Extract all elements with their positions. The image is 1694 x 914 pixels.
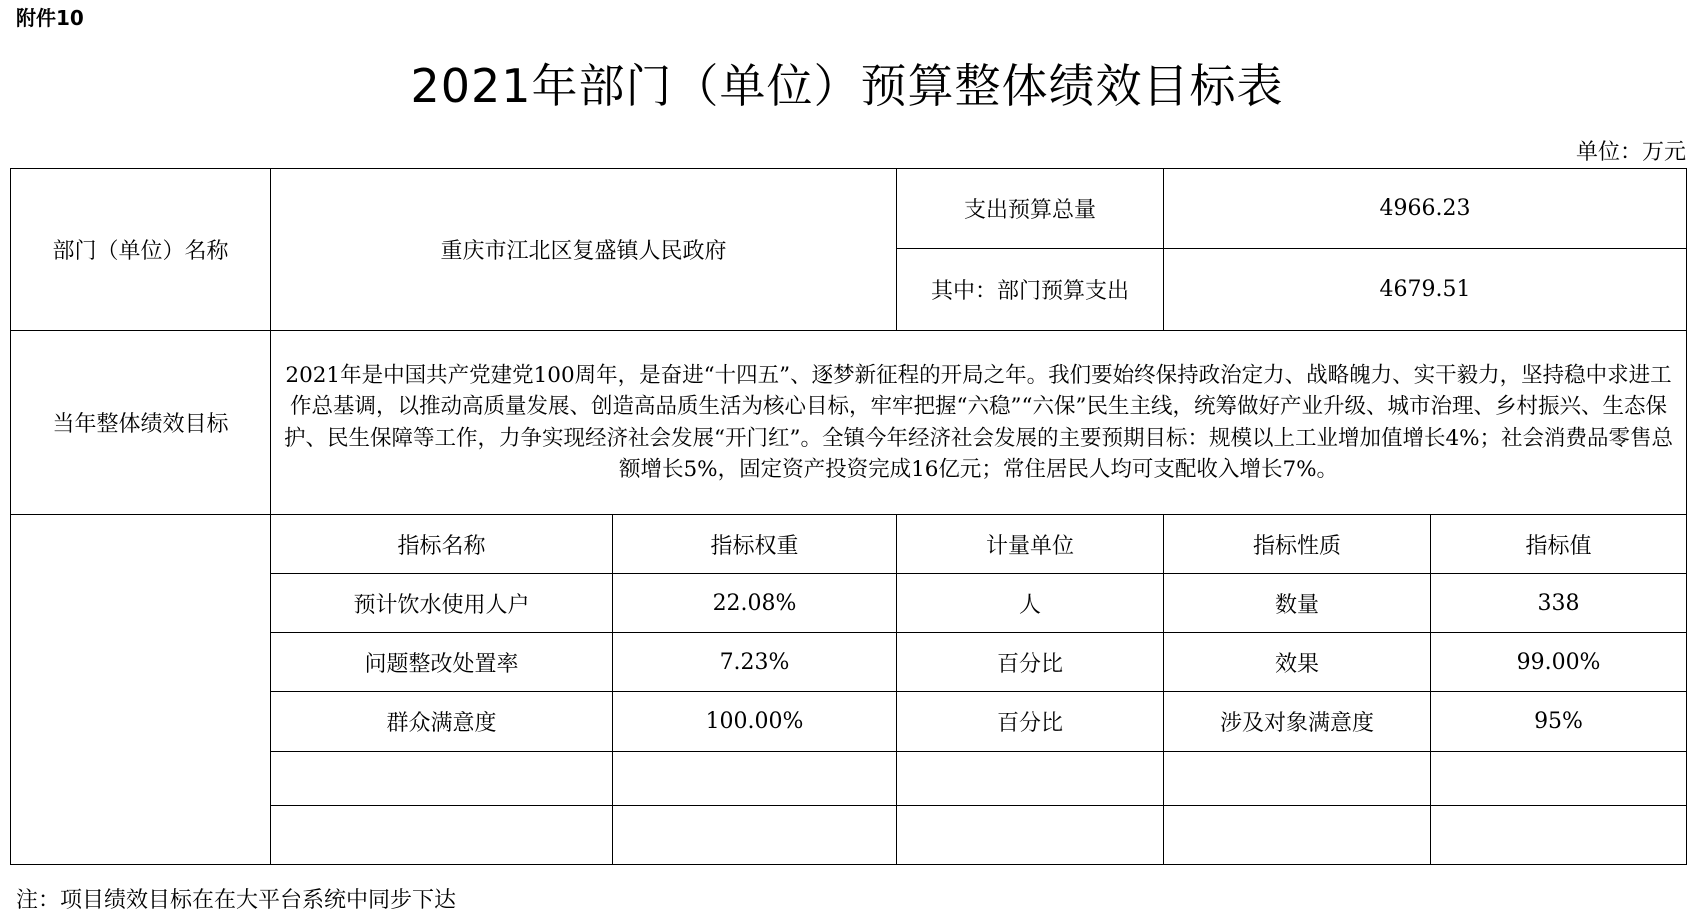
indicator-name-cell: 群众满意度 <box>271 692 613 751</box>
indicator-name-cell: 预计饮水使用人户 <box>271 574 613 633</box>
empty-cell <box>271 751 613 805</box>
page-title: 2021年部门（单位）预算整体绩效目标表 <box>410 59 1284 113</box>
dept-budget-value: 4679.51 <box>1164 249 1687 331</box>
header-indicator-weight: 指标权重 <box>613 514 897 573</box>
empty-cell <box>613 751 897 805</box>
attachment-label: 附件10 <box>16 6 84 30</box>
dept-budget-label: 其中：部门预算支出 <box>897 249 1164 331</box>
empty-cell <box>1431 751 1687 805</box>
goal-label: 当年整体绩效目标 <box>11 331 271 515</box>
goal-row <box>11 331 1687 515</box>
indicator-header-row <box>11 514 1687 573</box>
empty-cell <box>1164 751 1431 805</box>
performance-goal-table <box>10 168 1687 865</box>
indicator-section-label <box>11 514 271 864</box>
empty-cell <box>897 805 1164 864</box>
measure-unit-cell: 百分比 <box>897 633 1164 692</box>
unit-label: 单位：万元 <box>1575 140 1686 165</box>
total-budget-value: 4966.23 <box>1164 169 1687 249</box>
goal-text: 2021年是中国共产党建党100周年，是奋进“十四五”、逐梦新征程的开局之年。我们要始终保持政治定力、战略魄力、实干毅力，坚持稳中求进工作总基调，以推动高质量发展、创造高品质生活为核心目标，牢牢把握“六稳”“六保”民生主线，统筹做好产业升级、城市治理、乡村振兴、生态保护、民生保障等工作，力争实现经济社会发展“开门红”。全镇今年经济社会发展的主要预期目标：规模以上工业增加值增长4%；社会消费品零售总额增长5%，固定资产投资完成16亿元；常住居民人均可支配收入增长7%。 <box>271 331 1687 515</box>
indicator-value-cell: 99.00% <box>1431 633 1687 692</box>
indicator-weight-cell: 7.23% <box>613 633 897 692</box>
indicator-weight-cell: 22.08% <box>613 574 897 633</box>
dept-name-value: 重庆市江北区复盛镇人民政府 <box>271 169 897 331</box>
total-budget-label: 支出预算总量 <box>897 169 1164 249</box>
empty-cell <box>1431 805 1687 864</box>
empty-cell <box>897 751 1164 805</box>
empty-cell <box>271 805 613 864</box>
indicator-value-cell: 95% <box>1431 692 1687 751</box>
footer-note: 注：项目绩效目标在在大平台系统中同步下达 <box>16 888 457 913</box>
indicator-nature-cell: 涉及对象满意度 <box>1164 692 1431 751</box>
measure-unit-cell: 人 <box>897 574 1164 633</box>
header-measure-unit: 计量单位 <box>897 514 1164 573</box>
dept-name-label: 部门（单位）名称 <box>11 169 271 331</box>
empty-cell <box>613 805 897 864</box>
header-indicator-name: 指标名称 <box>271 514 613 573</box>
empty-cell <box>1164 805 1431 864</box>
dept-row-1 <box>11 169 1687 249</box>
indicator-name-cell: 问题整改处置率 <box>271 633 613 692</box>
indicator-nature-cell: 效果 <box>1164 633 1431 692</box>
indicator-value-cell: 338 <box>1431 574 1687 633</box>
header-indicator-nature: 指标性质 <box>1164 514 1431 573</box>
header-indicator-value: 指标值 <box>1431 514 1687 573</box>
indicator-nature-cell: 数量 <box>1164 574 1431 633</box>
indicator-weight-cell: 100.00% <box>613 692 897 751</box>
measure-unit-cell: 百分比 <box>897 692 1164 751</box>
